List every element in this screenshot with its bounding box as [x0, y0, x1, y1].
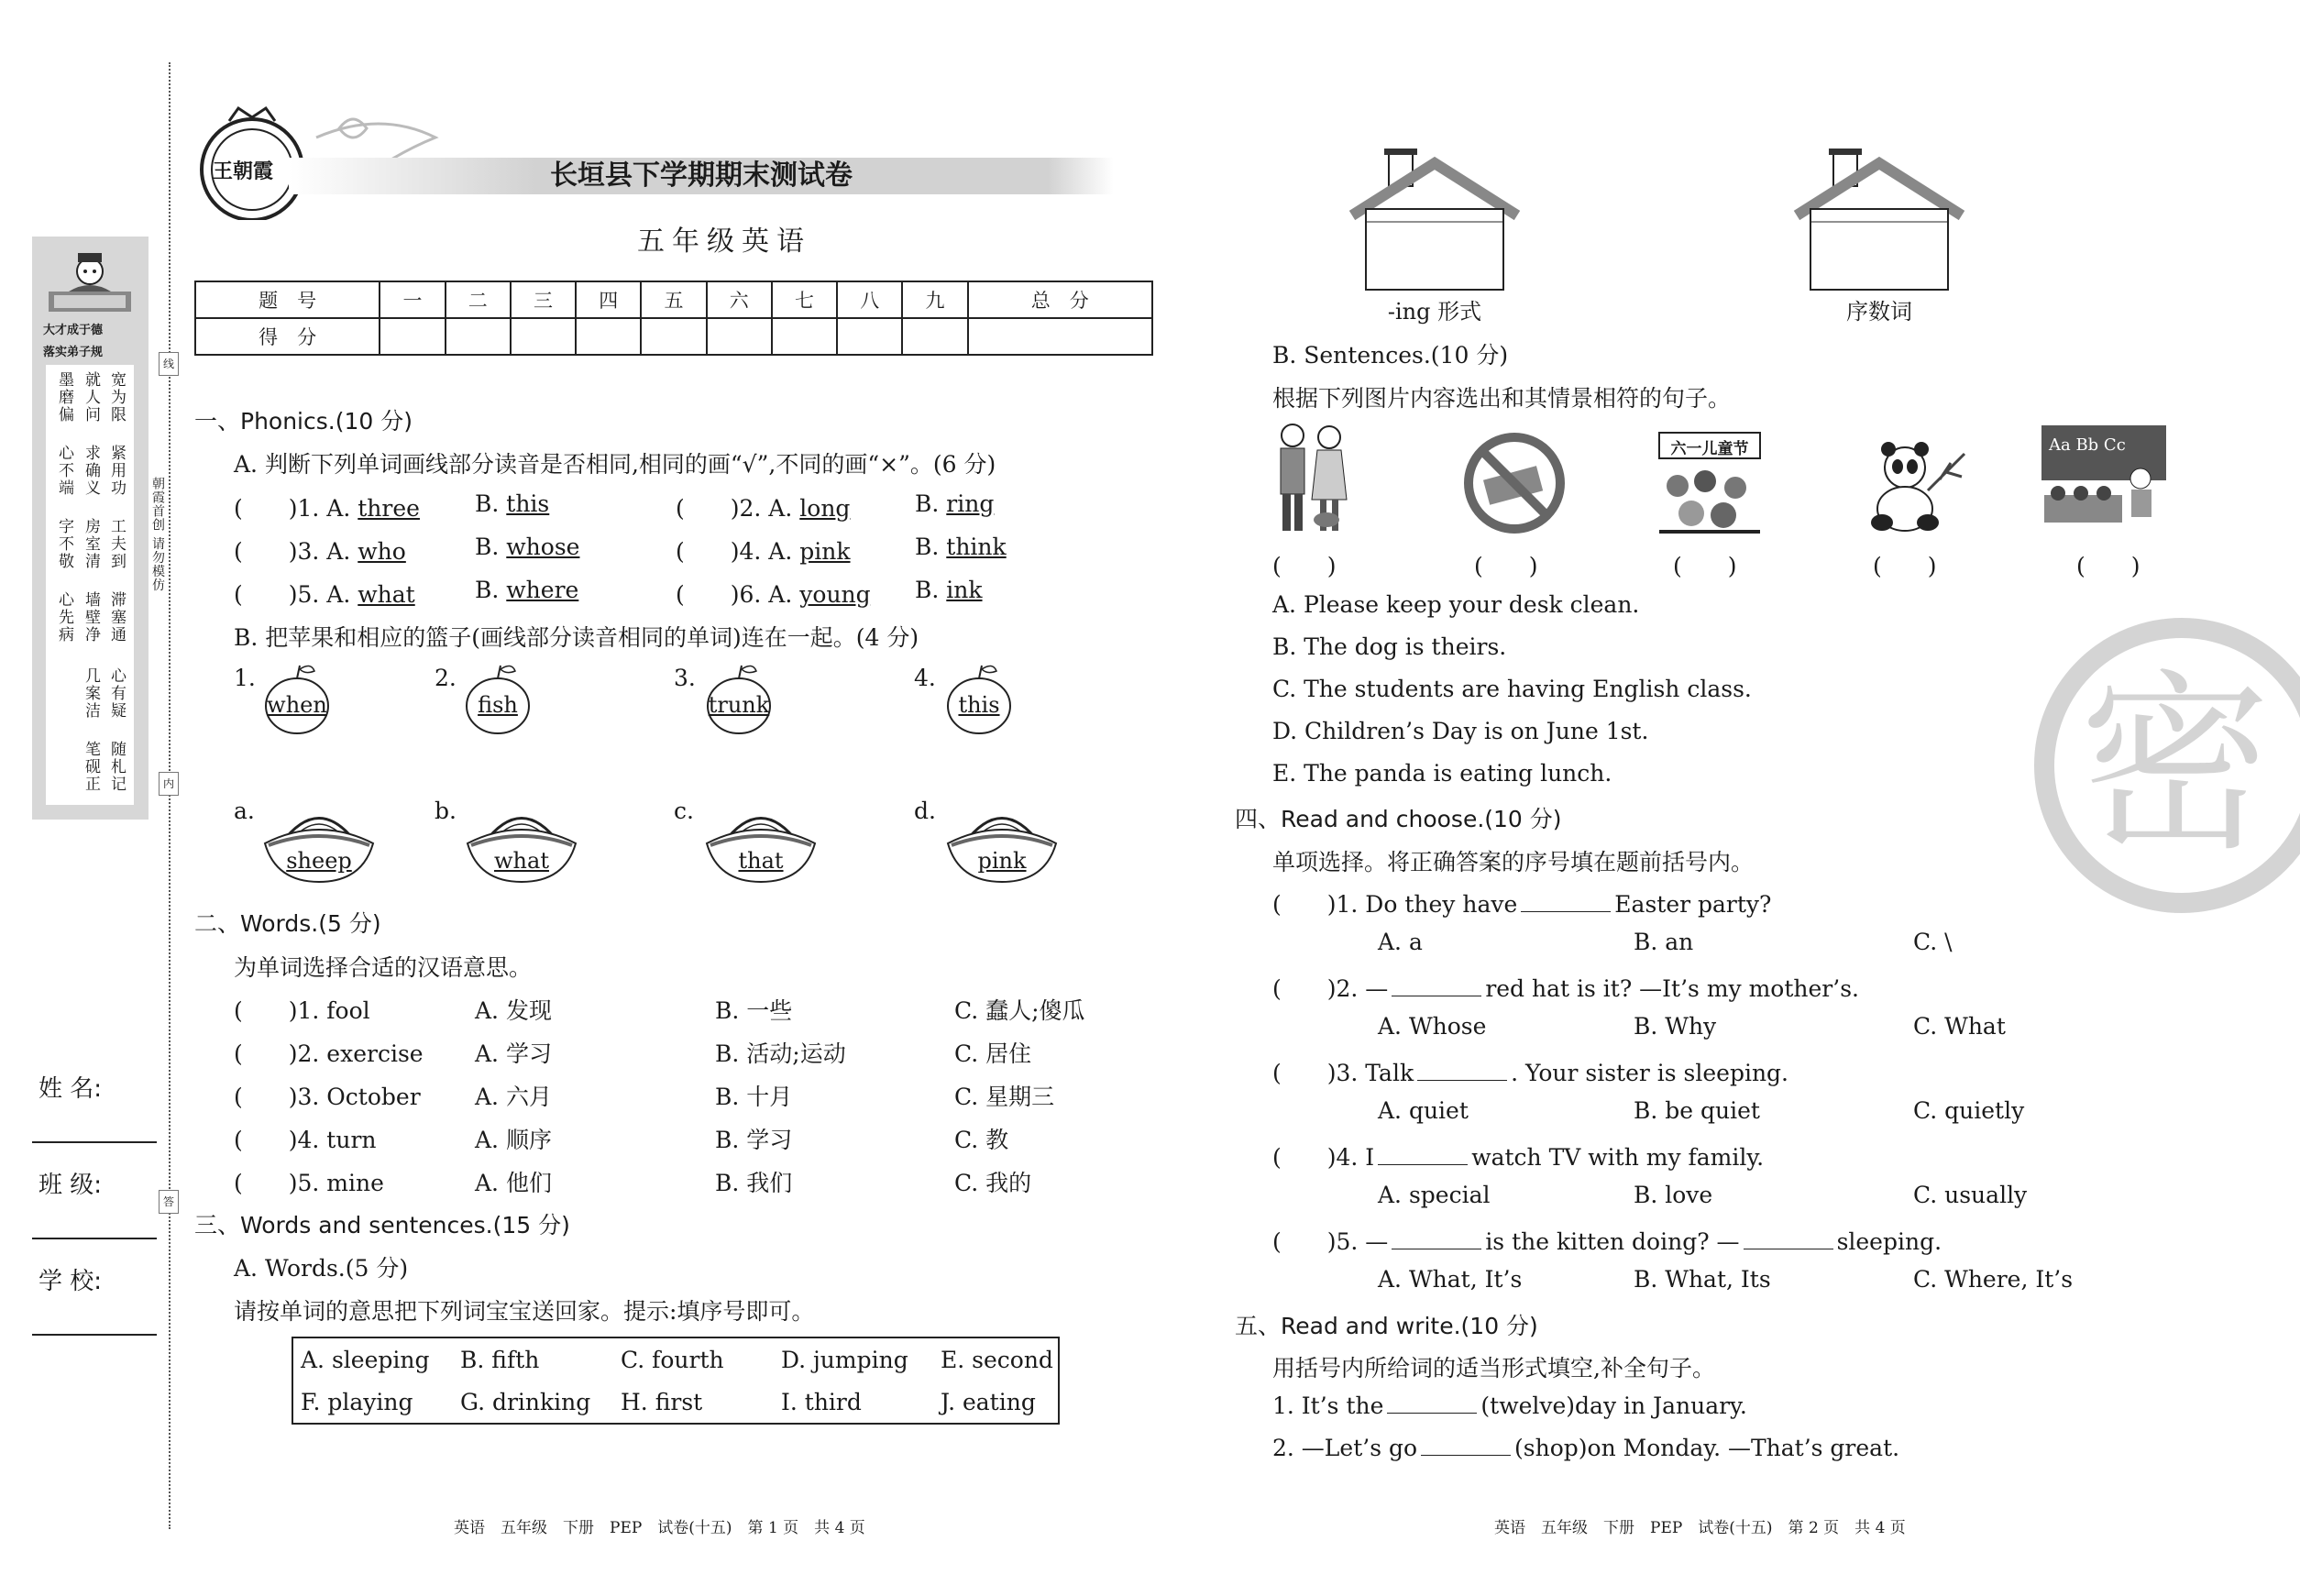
word-b: ring	[946, 490, 995, 517]
apple-word: this	[958, 692, 1000, 718]
footer-left: 英语 五年级 下册 PEP 试卷(十五) 第 1 页 共 4 页	[454, 1519, 865, 1537]
watermark-text: 密	[2078, 653, 2272, 877]
score-header-cell: 题 号	[195, 281, 380, 318]
panda-picture	[1859, 435, 1969, 536]
answer-blank[interactable]	[1392, 979, 1481, 996]
score-cell[interactable]	[968, 318, 1152, 355]
apple-word: fish	[478, 692, 518, 718]
seal-char: 内	[159, 772, 179, 796]
name-field[interactable]	[32, 1141, 157, 1143]
score-cell[interactable]	[707, 318, 772, 355]
motto-col: 笔砚正	[82, 741, 100, 793]
fill-sentence-2: 2. —Let’s go (shop)on Monday. —That’s great.	[1272, 1435, 1900, 1461]
score-header-cell: 四	[576, 281, 641, 318]
motto-col: 几案洁	[82, 667, 100, 720]
house-icon[interactable]	[1792, 147, 1966, 293]
option-a: A. quiet	[1378, 1097, 1469, 1124]
question-number: ( )1. fool	[234, 997, 370, 1024]
option-c: C. usually	[1913, 1182, 2028, 1208]
motto-col: 房室清	[82, 518, 100, 570]
option-c: C. 我的	[954, 1170, 1032, 1196]
school-field[interactable]	[32, 1334, 157, 1336]
option-c: C. 星期三	[954, 1084, 1055, 1110]
childrens-day-banner: 六一儿童节	[1670, 440, 1749, 458]
question-row: ( )2. — red hat is it? —It’s my mother’s.	[1272, 975, 1859, 1002]
motto-col: 心有疑	[107, 667, 126, 720]
answer-blank[interactable]	[1417, 1063, 1507, 1081]
picture-answer-paren[interactable]: ( )	[2076, 553, 2140, 579]
logo-text: 王朝霞	[213, 160, 274, 183]
option-b: B. 十月	[715, 1084, 793, 1110]
word-bank-item: H. first	[621, 1389, 703, 1415]
score-cell[interactable]	[576, 318, 641, 355]
word-b: this	[506, 490, 550, 517]
slogan-2: 落实弟子规	[43, 346, 104, 359]
apple-word: trunk	[708, 692, 770, 718]
score-header-cell: 七	[772, 281, 837, 318]
option-c: C. 教	[954, 1127, 1009, 1153]
part1-a-instruction: A. 判断下列单词画线部分读音是否相同,相同的画“√”,不同的画“×”。(6 分)	[234, 451, 996, 478]
basket-word: what	[494, 848, 549, 874]
option-c: C. quietly	[1913, 1097, 2025, 1124]
option-b: B. love	[1634, 1182, 1713, 1208]
option-a: A. 他们	[475, 1170, 552, 1196]
option-c: C. 居住	[954, 1040, 1032, 1067]
question-row: ( )3. Talk . Your sister is sleeping.	[1272, 1060, 1788, 1086]
word-a: what	[358, 581, 415, 608]
option-b: B. Why	[1634, 1013, 1717, 1040]
motto-col: 工夫到	[107, 518, 126, 570]
picture-answer-paren[interactable]: ( )	[1673, 553, 1737, 579]
word-bank-item: J. eating	[941, 1389, 1036, 1415]
question-row: ( )5. — is the kitten doing? — sleeping.	[1272, 1228, 1942, 1255]
motto-col: 就人问	[82, 371, 100, 424]
motto-col: 字不敬	[55, 518, 73, 570]
question-row: ( )5. A. what	[234, 581, 415, 608]
score-cell[interactable]	[837, 318, 902, 355]
school-label: 学 校:	[39, 1268, 103, 1295]
motto-col: 随札记	[107, 741, 126, 793]
question-row: ( )2. A. long	[676, 495, 851, 522]
score-header-cell: 总 分	[968, 281, 1152, 318]
sentence-option: D. Children’s Day is on June 1st.	[1272, 718, 1649, 744]
part5-heading: 五、Read and write.(10 分)	[1235, 1313, 1538, 1339]
motto-col: 滞塞通	[107, 591, 126, 644]
word-a: who	[358, 538, 406, 565]
apple-number: 4.	[914, 665, 936, 691]
score-header-cell: 三	[511, 281, 576, 318]
word-a: three	[358, 495, 420, 522]
house-label: 序数词	[1846, 299, 1912, 325]
option-b: B. 我们	[715, 1170, 793, 1196]
part3-heading: 三、Words and sentences.(15 分)	[194, 1212, 570, 1238]
house-label: -ing 形式	[1387, 299, 1482, 325]
option-a: A. 发现	[475, 997, 552, 1024]
apple-number: 2.	[435, 665, 457, 691]
motto-inner-panel	[46, 365, 134, 805]
question-row: ( )6. A. young	[676, 581, 871, 608]
name-label: 姓 名:	[39, 1075, 103, 1103]
picture-answer-paren[interactable]: ( )	[1272, 553, 1337, 579]
word-a: pink	[799, 538, 851, 565]
sentence-option: C. The students are having English class.	[1272, 676, 1752, 702]
option-b: B. be quiet	[1634, 1097, 1760, 1124]
word-bank-item: A. sleeping	[301, 1347, 430, 1373]
question-row: ( )1. A. three	[234, 495, 420, 522]
sentence-option: B. The dog is theirs.	[1272, 633, 1507, 660]
part3-b-title: B. Sentences.(10 分)	[1272, 342, 1509, 369]
part3-a-instruction: 请按单词的意思把下列词宝宝送回家。提示:填序号即可。	[234, 1298, 815, 1325]
basket-word: that	[738, 848, 784, 874]
motto-col: 宽为限	[107, 371, 126, 424]
seal-char: 线	[159, 352, 179, 376]
part4-instruction: 单项选择。将正确答案的序号填在题前括号内。	[1272, 849, 1755, 875]
score-cell[interactable]	[641, 318, 706, 355]
part3-a-title: A. Words.(5 分)	[234, 1255, 409, 1282]
score-cell[interactable]	[772, 318, 837, 355]
picture-answer-paren[interactable]: ( )	[1474, 553, 1538, 579]
score-header-cell: 二	[446, 281, 511, 318]
motto-col: 墙壁净	[82, 591, 100, 644]
part1-heading: 一、Phonics.(10 分)	[194, 408, 413, 435]
basket-letter: c.	[674, 798, 694, 824]
score-header-cell: 八	[837, 281, 902, 318]
seal-char: 答	[159, 1190, 179, 1214]
basket-word: pink	[977, 848, 1027, 874]
basket-letter: d.	[914, 798, 936, 824]
apple-number: 1.	[234, 665, 256, 691]
binding-dash-line	[169, 62, 171, 1529]
option-b: B. What, Its	[1634, 1266, 1771, 1293]
score-row-label: 得 分	[195, 318, 380, 355]
option-a: A. 六月	[475, 1084, 552, 1110]
word-bank-item: B. fifth	[460, 1347, 540, 1373]
option-b: B. 一些	[715, 997, 793, 1024]
motto-col: 墨磨偏	[55, 371, 73, 424]
score-cell[interactable]	[380, 318, 445, 355]
part5-instruction: 用括号内所给词的适当形式填空,补全句子。	[1272, 1355, 1715, 1381]
apple-word: when	[267, 692, 327, 718]
option-a: A. 顺序	[475, 1127, 552, 1153]
people-with-dog-picture	[1270, 417, 1357, 536]
word-b: think	[946, 534, 1007, 560]
question-number: ( )3. October	[234, 1084, 421, 1110]
answer-blank[interactable]	[1744, 1232, 1833, 1249]
option-a: A. What, It’s	[1378, 1266, 1523, 1293]
score-header-cell: 五	[641, 281, 706, 318]
word-b: where	[506, 577, 579, 603]
word-bank-item: C. fourth	[621, 1347, 724, 1373]
copyright-note: 朝霞首创 请勿模仿	[150, 477, 165, 592]
fill-sentence-1: 1. It’s the (twelve)day in January.	[1272, 1392, 1747, 1419]
question-row: ( )3. A. who	[234, 538, 406, 565]
sentence-option: A. Please keep your desk clean.	[1272, 591, 1640, 618]
footer-right: 英语 五年级 下册 PEP 试卷(十五) 第 2 页 共 4 页	[1494, 1519, 1906, 1537]
score-cell[interactable]	[902, 318, 967, 355]
part3-b-instruction: 根据下列图片内容选出和其情景相符的句子。	[1272, 385, 1732, 412]
word-bank-item: E. second	[941, 1347, 1053, 1373]
part4-heading: 四、Read and choose.(10 分)	[1235, 806, 1562, 832]
option-a: A. a	[1378, 929, 1423, 955]
question-number: ( )4. turn	[234, 1127, 377, 1153]
class-field[interactable]	[32, 1238, 157, 1239]
answer-blank[interactable]	[1387, 1396, 1477, 1414]
word-b: ink	[946, 577, 983, 603]
score-header-cell: 九	[902, 281, 967, 318]
part1-b-instruction: B. 把苹果和相应的篮子(画线部分读音相同的单词)连在一起。(4 分)	[234, 624, 919, 651]
part2-instruction: 为单词选择合适的汉语意思。	[234, 954, 533, 981]
word-bank-item: D. jumping	[781, 1347, 908, 1373]
score-cell[interactable]	[446, 318, 511, 355]
house-icon[interactable]	[1348, 147, 1522, 293]
page-title: 长垣县下学期期末测试卷	[550, 160, 853, 192]
word-bank-item: G. drinking	[460, 1389, 591, 1415]
answer-blank[interactable]	[1521, 895, 1611, 912]
option-a: A. special	[1378, 1182, 1491, 1208]
picture-answer-paren[interactable]: ( )	[1873, 553, 1937, 579]
page-subtitle: 五年级英语	[637, 226, 811, 258]
class-label: 班 级:	[39, 1172, 103, 1199]
basket-letter: b.	[435, 798, 457, 824]
score-header-cell: 六	[707, 281, 772, 318]
motto-col: 心先病	[55, 591, 73, 644]
answer-blank[interactable]	[1421, 1438, 1511, 1456]
motto-col: 求确义	[82, 445, 100, 497]
option-a: A. Whose	[1378, 1013, 1487, 1040]
question-number: ( )5. mine	[234, 1170, 384, 1196]
part2-heading: 二、Words.(5 分)	[194, 910, 381, 937]
word-bank-item: F. playing	[301, 1389, 413, 1415]
word-bank-item: I. third	[781, 1389, 862, 1415]
question-row: ( )4. I watch TV with my family.	[1272, 1144, 1765, 1171]
word-a: young	[799, 581, 871, 608]
basket-word: sheep	[286, 848, 352, 874]
option-b: B. an	[1634, 929, 1694, 955]
word-a: long	[799, 495, 851, 522]
option-c: C. \	[1913, 929, 1953, 955]
option-c: C. 蠢人;傻瓜	[954, 997, 1085, 1024]
option-b: B. 活动;运动	[715, 1040, 846, 1067]
slogan-1: 大才成于德	[43, 324, 104, 337]
no-messy-desk-sign-icon	[1462, 431, 1568, 536]
apple-number: 3.	[674, 665, 696, 691]
question-row: ( )4. A. pink	[676, 538, 851, 565]
question-number: ( )2. exercise	[234, 1040, 424, 1067]
motto-col: 心不端	[55, 445, 73, 497]
option-b: B. 学习	[715, 1127, 793, 1153]
motto-col: 紧用功	[107, 445, 126, 497]
basket-letter: a.	[234, 798, 255, 824]
score-cell[interactable]	[511, 318, 576, 355]
score-table	[194, 281, 1153, 356]
option-c: C. Where, It’s	[1913, 1266, 2074, 1293]
question-row: ( )1. Do they have Easter party?	[1272, 891, 1772, 918]
option-c: C. What	[1913, 1013, 2006, 1040]
score-header-cell: 一	[380, 281, 445, 318]
blackboard-text: Aa Bb Cc	[2049, 435, 2126, 455]
word-b: whose	[506, 534, 580, 560]
scholar-figure-icon	[41, 246, 139, 319]
answer-blank[interactable]	[1392, 1232, 1481, 1249]
sentence-option: E. The panda is eating lunch.	[1272, 760, 1612, 787]
option-a: A. 学习	[475, 1040, 552, 1067]
answer-blank[interactable]	[1378, 1148, 1468, 1165]
